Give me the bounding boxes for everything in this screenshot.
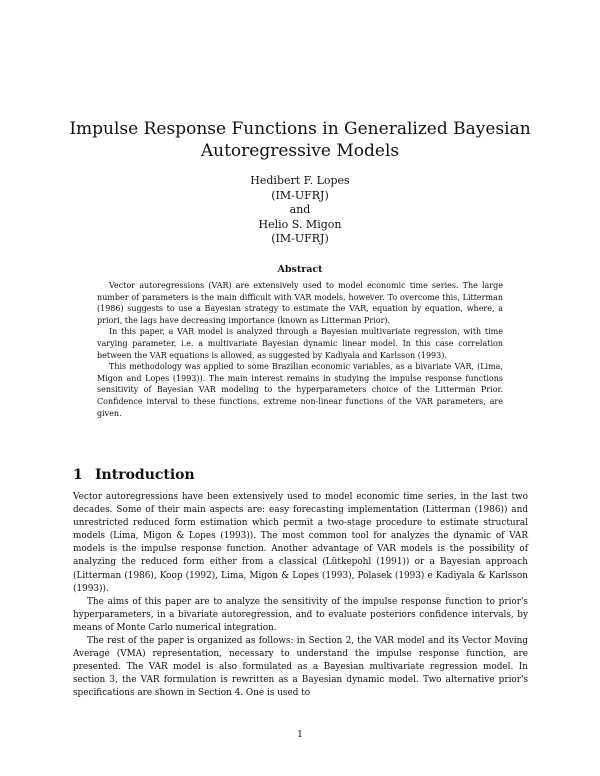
title-line-1: Impulse Response Functions in Generalized Bayesian	[69, 119, 531, 139]
author-conjunction: and	[289, 203, 311, 216]
abstract-paragraph: In this paper, a VAR model is analyzed through a Bayesian multivariate regression, with time varying parameter, i.e. a multivariate Bayesian dynamic linear model. In this case correlation between the VAR equations is allowed, as suggested by Kadiyala and Karlsson (1993).	[97, 327, 503, 360]
section-title: Introduction	[95, 467, 195, 483]
abstract-paragraph: Vector autoregressions (VAR) are extensively used to model economic time series. The large number of parameters is the main difficult with VAR models, however. To overcome this, Litterman (1986) suggests to use a Bayesian strategy to estimate the VAR, equation by equation, where, a priori, the lags have decreasing importance (known as Litterman Prior).	[97, 281, 503, 325]
abstract-heading: Abstract	[277, 264, 323, 275]
body-paragraph: The aims of this paper are to analyze the sensitivity of the impulse response function to prior's hyperparameters, in a bivariate autoregression, and to evaluate posteriors confidence intervals, by means of Monte Carlo numerical integration.	[73, 596, 528, 633]
section-number: 1	[73, 467, 83, 483]
author-block	[150, 174, 450, 247]
paper-title	[60, 118, 540, 162]
body-paragraph: The rest of the paper is organized as follows: in Section 2, the VAR model and its Vector Moving Average (VMA) representation, necessary to understand the impulse response function, are presented. The VAR model is also formulated as a Bayesian multivariate regression model. In section 3, the VAR formulation is rewritten as a Bayesian dynamic model. Two alternative prior's specifications are shown in Section 4. One is used to	[73, 636, 528, 699]
abstract-body	[97, 280, 503, 419]
body-paragraph: Vector autoregressions have been extensively used to model economic time series, in the last two decades. Some of their main aspects are: easy forecasting implementation (Litterman (1986)) and unrestricted reduced form estimation which permit a two-stage procedure to estimate structural models (Lima, Migon & Lopes (1993)). The most common tool for analyzes the dynamic of VAR models is the impulse response function. Another advantage of VAR models is the possibility of analyzing the reduced form either from a classical (Lütkepohl (1991)) or a Bayesian approach (Litterman (1986), Koop (1992), Lima, Migon & Lopes (1993), Polasek (1993) e Kadiyala & Karlsson (1993)).	[73, 492, 528, 594]
author-name: Hedibert F. Lopes	[250, 174, 350, 187]
author-affiliation: (IM-UFRJ)	[271, 232, 329, 245]
section-body	[73, 491, 528, 701]
author-name: Helio S. Migon	[258, 217, 342, 231]
author-affiliation: (IM-UFRJ)	[271, 188, 329, 202]
section-heading	[73, 467, 195, 483]
abstract-paragraph: This methodology was applied to some Brazilian economic variables, as a bivariate VAR, (Lima, Migon and Lopes (1993)). The main interest remains in studying the impulse response functions sensitivity of Bayesian VAR modeling to the hyperparameters choice of the Litterman Prior. Confidence interval to these functions, extreme non-linear functions of the VAR parameters, are given.	[97, 362, 503, 418]
page-number: 1	[297, 730, 303, 740]
title-line-2: Autoregressive Models	[200, 141, 400, 161]
